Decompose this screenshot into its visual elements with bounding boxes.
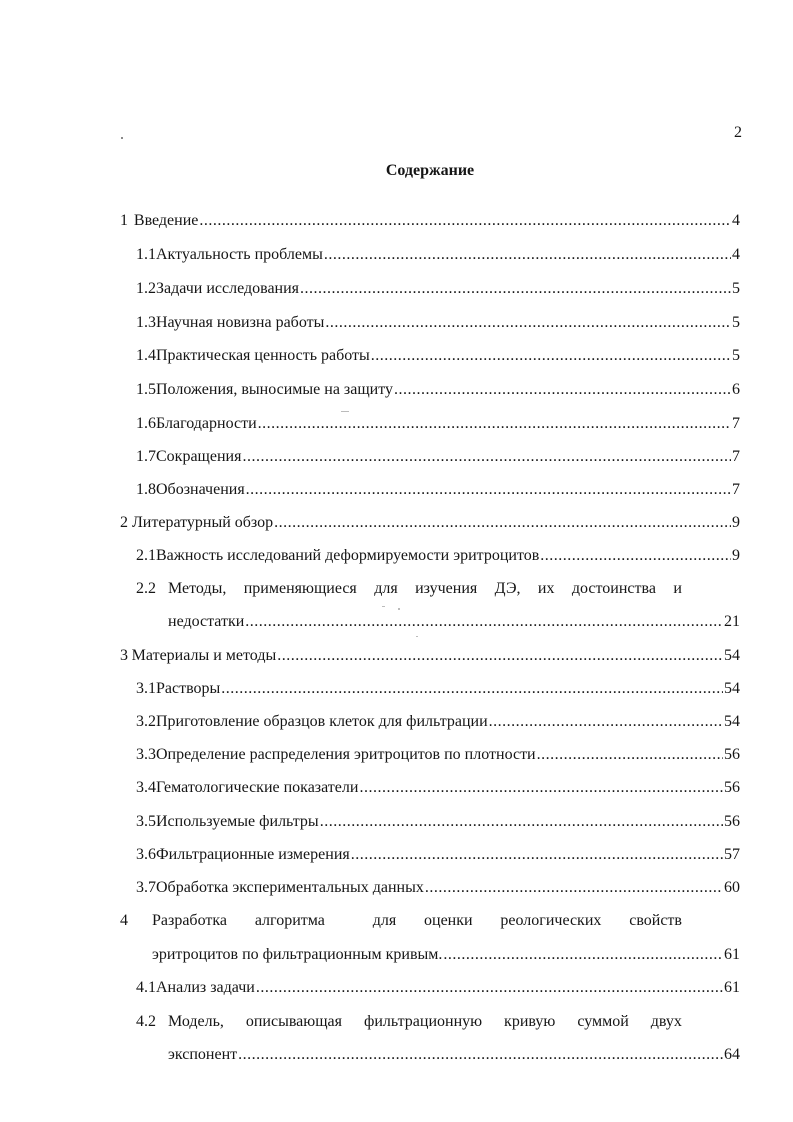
toc-entry-4-cont[interactable] (152, 945, 740, 965)
dot-leader (394, 380, 731, 400)
scan-artifact (121, 137, 123, 139)
toc-entry-number: 1.5 (136, 381, 156, 398)
dot-leader (325, 313, 731, 333)
text-word: Модель, (168, 1013, 224, 1030)
text-word: оценки (424, 912, 473, 929)
text-word: применяющиеся (243, 580, 357, 597)
toc-entry-2-2-cont[interactable] (168, 612, 740, 632)
toc-entry-page: 5 (732, 280, 740, 297)
text-word: и (673, 580, 682, 597)
toc-entry-page: 7 (732, 481, 740, 498)
toc-entry-page: 56 (724, 813, 740, 830)
toc-entry-text: Введение (133, 212, 199, 229)
toc-entry-page: 57 (724, 846, 740, 863)
dot-leader (351, 845, 723, 865)
dot-leader (300, 279, 731, 299)
toc-entry-4-2-cont[interactable] (168, 1045, 740, 1065)
toc-entry-number: 1.2 (136, 280, 156, 297)
toc-entry-1-7[interactable] (136, 447, 740, 467)
toc-entry-page: 56 (724, 746, 740, 763)
toc-entry-number: 3.1 (136, 680, 156, 697)
toc-entry-2[interactable] (120, 513, 740, 533)
toc-entry-text: Анализ задачи (156, 979, 255, 996)
toc-entry-number: 3.7 (136, 879, 156, 896)
dot-leader (540, 546, 731, 566)
dot-leader (274, 513, 731, 533)
toc-entry-number: 2.2 (136, 580, 156, 597)
toc-entry-text: экспонент (168, 1046, 238, 1063)
dot-leader (277, 646, 723, 666)
dot-leader (425, 878, 723, 898)
text-word: Разработка (152, 912, 227, 929)
dot-leader (443, 945, 723, 965)
toc-entry-text (152, 911, 682, 931)
toc-entry-page: 5 (732, 347, 740, 364)
toc-entry-3-7[interactable] (136, 878, 740, 898)
toc-entry-3-3[interactable] (136, 745, 740, 765)
toc-entry-text: Практическая ценность работы (156, 347, 370, 364)
toc-entry-text (168, 579, 682, 599)
toc-entry-3-2[interactable] (136, 712, 740, 732)
dot-leader (245, 612, 723, 632)
dot-leader (371, 346, 731, 366)
toc-entry-3[interactable] (120, 646, 740, 666)
toc-entry-text: Используемые фильтры (156, 813, 319, 830)
toc-entry-page: 54 (724, 680, 740, 697)
text-word: достоинства (571, 580, 656, 597)
dot-leader (359, 778, 723, 798)
scan-artifact (416, 636, 418, 637)
dot-leader (238, 1045, 723, 1065)
toc-entry-4[interactable] (120, 911, 682, 931)
toc-entry-1-5[interactable] (136, 380, 740, 400)
text-word: их (537, 580, 555, 597)
toc-entry-3-5[interactable] (136, 812, 740, 832)
dot-leader (199, 211, 731, 231)
text-word: изучения (415, 580, 478, 597)
dot-leader (221, 679, 723, 699)
toc-entry-text: Важность исследований деформируемости эритроцитов (156, 547, 540, 564)
dot-leader (258, 414, 731, 434)
text-word: фильтрационную (363, 1013, 483, 1030)
dot-leader (242, 447, 731, 467)
dot-leader (246, 480, 731, 500)
toc-entry-number: 1.1 (136, 246, 156, 263)
toc-entry-1-4[interactable] (136, 346, 740, 366)
toc-entry-text: Обработка экспериментальных данных (156, 879, 424, 896)
toc-entry-page: 7 (732, 415, 740, 432)
text-word: алгоритма (254, 912, 325, 929)
dot-leader (324, 245, 731, 265)
toc-entry-number: 2 (120, 514, 128, 531)
toc-entry-1-1[interactable] (136, 245, 740, 265)
toc-entry-1-8[interactable] (136, 480, 740, 500)
toc-entry-text: Научная новизна работы (156, 314, 325, 331)
toc-entry-text: Обозначения (156, 481, 245, 498)
text-word: реологических (500, 912, 602, 929)
scan-artifact (341, 411, 349, 412)
scan-artifact (398, 608, 400, 610)
text-word: ДЭ, (494, 580, 521, 597)
toc-entry-number: 4 (120, 912, 128, 929)
toc-entry-number: 3.5 (136, 813, 156, 830)
toc-entry-4-1[interactable] (136, 978, 740, 998)
toc-entry-number: 3.3 (136, 746, 156, 763)
toc-entry-page: 61 (724, 946, 740, 963)
toc-entry-text: Материалы и методы (131, 647, 277, 664)
toc-entry-number: 3.2 (136, 713, 156, 730)
toc-entry-text: Литературный обзор (131, 514, 274, 531)
dot-leader (537, 745, 723, 765)
toc-entry-number: 2.1 (136, 547, 156, 564)
toc-entry-text: Благодарности (156, 415, 257, 432)
toc-entry-1-3[interactable] (136, 313, 740, 333)
toc-entry-text: Растворы (156, 680, 221, 697)
toc-entry-1-6[interactable] (136, 414, 740, 434)
toc-entry-page: 6 (732, 381, 740, 398)
toc-entry-number: 1.8 (136, 481, 156, 498)
toc-entry-page: 9 (732, 547, 740, 564)
toc-entry-2-2[interactable] (136, 579, 682, 599)
toc-entry-3-6[interactable] (136, 845, 740, 865)
dot-leader (320, 812, 723, 832)
text-word: Методы, (168, 580, 227, 597)
toc-title: Содержание (385, 162, 475, 179)
toc-entry-text: недостатки (168, 613, 245, 630)
toc-entry-page: 21 (724, 613, 740, 630)
text-word: кривую (504, 1013, 556, 1030)
toc-entry-page: 9 (732, 514, 740, 531)
toc-entry-text: Сокращения (156, 448, 242, 465)
toc-entry-2-1[interactable] (136, 546, 740, 566)
dot-leader (256, 978, 723, 998)
dot-leader (489, 712, 723, 732)
toc-entry-text: Актуальность проблемы (156, 246, 323, 263)
toc-entry-3-1[interactable] (136, 679, 740, 699)
toc-entry-1-2[interactable] (136, 279, 740, 299)
toc-entry-text: Задачи исследования (156, 280, 300, 297)
toc-entry-number: 3.6 (136, 846, 156, 863)
toc-entry-page: 56 (724, 779, 740, 796)
toc-entry-text: эритроцитов по фильтрационным кривым. (152, 946, 443, 963)
toc-entry-page: 7 (732, 448, 740, 465)
toc-entry-number: 1.4 (136, 347, 156, 364)
scan-artifact (382, 606, 385, 607)
toc-entry-text: Приготовление образцов клеток для фильтрации (156, 713, 488, 730)
text-word: для (372, 912, 397, 929)
toc-entry-text (168, 1012, 682, 1032)
toc-entry-text: Фильтрационные измерения (156, 846, 350, 863)
toc-entry-number: 4.1 (136, 979, 156, 996)
toc-entry-number: 1.6 (136, 415, 156, 432)
toc-entry-number: 4.2 (136, 1013, 156, 1030)
toc-entry-number: 3.4 (136, 779, 156, 796)
text-word: двух (650, 1013, 682, 1030)
toc-entry-page: 5 (732, 314, 740, 331)
toc-entry-page: 54 (724, 713, 740, 730)
toc-entry-3-4[interactable] (136, 778, 740, 798)
toc-entry-text: Положения, выносимые на защиту (156, 381, 394, 398)
toc-entry-text: Гематологические показатели (156, 779, 359, 796)
text-word: описывающая (245, 1013, 343, 1030)
page-number: 2 (734, 124, 742, 141)
toc-entry-number: 1.7 (136, 448, 156, 465)
toc-entry-1[interactable] (120, 211, 740, 231)
text-word: для (374, 580, 398, 597)
toc-entry-page: 61 (724, 979, 740, 996)
toc-entry-text: Определение распределения эритроцитов по плотности (156, 746, 536, 763)
toc-entry-4-2[interactable] (136, 1012, 682, 1032)
text-word: суммой (577, 1013, 629, 1030)
toc-entry-page: 60 (724, 879, 740, 896)
toc-entry-page: 4 (732, 246, 740, 263)
toc-entry-page: 54 (724, 647, 740, 664)
toc-entry-number: 1.3 (136, 314, 156, 331)
toc-entry-number: 1 (120, 212, 128, 229)
toc-entry-page: 64 (724, 1046, 740, 1063)
toc-entry-number: 3 (120, 647, 128, 664)
text-word: свойств (629, 912, 682, 929)
toc-entry-page: 4 (732, 212, 740, 229)
